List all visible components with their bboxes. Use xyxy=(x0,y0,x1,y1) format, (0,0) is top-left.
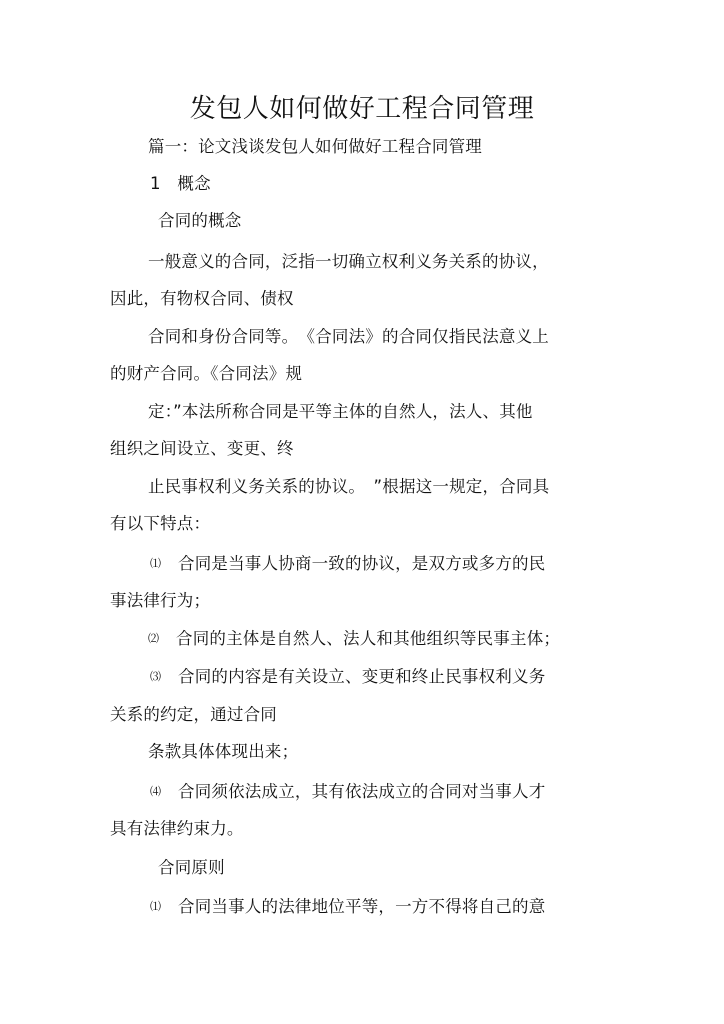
subheading-contract-principles: 合同原则 xyxy=(158,858,225,877)
list-item-continuation: 条款具体体现出来； xyxy=(148,742,299,761)
section-heading-concept: 1 概念 xyxy=(150,174,211,193)
list-item xyxy=(150,553,545,575)
list-item xyxy=(148,628,560,650)
list-marker: ⑶ xyxy=(150,670,162,683)
paragraph-line: 的财产合同。《合同法》规 xyxy=(110,364,303,383)
paragraph-line: 一般意义的合同，泛指一切确立权利义务关系的协议， xyxy=(148,252,549,271)
list-marker: ⑴ xyxy=(150,900,162,913)
document-title: 发包人如何做好工程合同管理 xyxy=(189,94,535,124)
list-item xyxy=(150,666,545,688)
list-item-text: 合同须依法成立，其有依法成立的合同对当事人才 xyxy=(178,782,546,801)
list-item-text: 合同是当事人协商一致的协议，是双方或多方的民 xyxy=(178,554,546,573)
list-marker: ⑵ xyxy=(148,632,160,645)
list-item-text: 合同的主体是自然人、法人和其他组织等民事主体； xyxy=(176,629,561,648)
list-item xyxy=(150,896,545,918)
list-item-continuation: 关系的约定，通过合同 xyxy=(110,705,277,724)
list-item xyxy=(150,781,545,803)
list-item-text: 合同当事人的法律地位平等，一方不得将自己的意 xyxy=(178,897,546,916)
list-item-text: 合同的内容是有关设立、变更和终止民事权利义务 xyxy=(178,667,546,686)
subheading-contract-concept: 合同的概念 xyxy=(158,211,242,230)
paragraph-line: 定：”本法所称合同是平等主体的自然人，法人、其他 xyxy=(148,402,533,421)
list-marker: ⑷ xyxy=(150,785,162,798)
list-item-continuation: 具有法律约束力。 xyxy=(110,819,244,838)
article-subtitle: 篇一：论文浅谈发包人如何做好工程合同管理 xyxy=(148,137,482,156)
paragraph-line: 组织之间设立、变更、终 xyxy=(110,439,294,458)
paragraph-line: 因此，有物权合同、债权 xyxy=(110,289,294,308)
list-marker: ⑴ xyxy=(150,557,162,570)
paragraph-line: 止民事权利义务关系的协议。 ”根据这一规定，合同具 xyxy=(148,477,550,496)
paragraph-line: 有以下特点： xyxy=(110,514,211,533)
list-item-continuation: 事法律行为； xyxy=(110,591,211,610)
paragraph-line: 合同和身份合同等。 《合同法》的合同仅指民法意义上 xyxy=(148,327,549,346)
